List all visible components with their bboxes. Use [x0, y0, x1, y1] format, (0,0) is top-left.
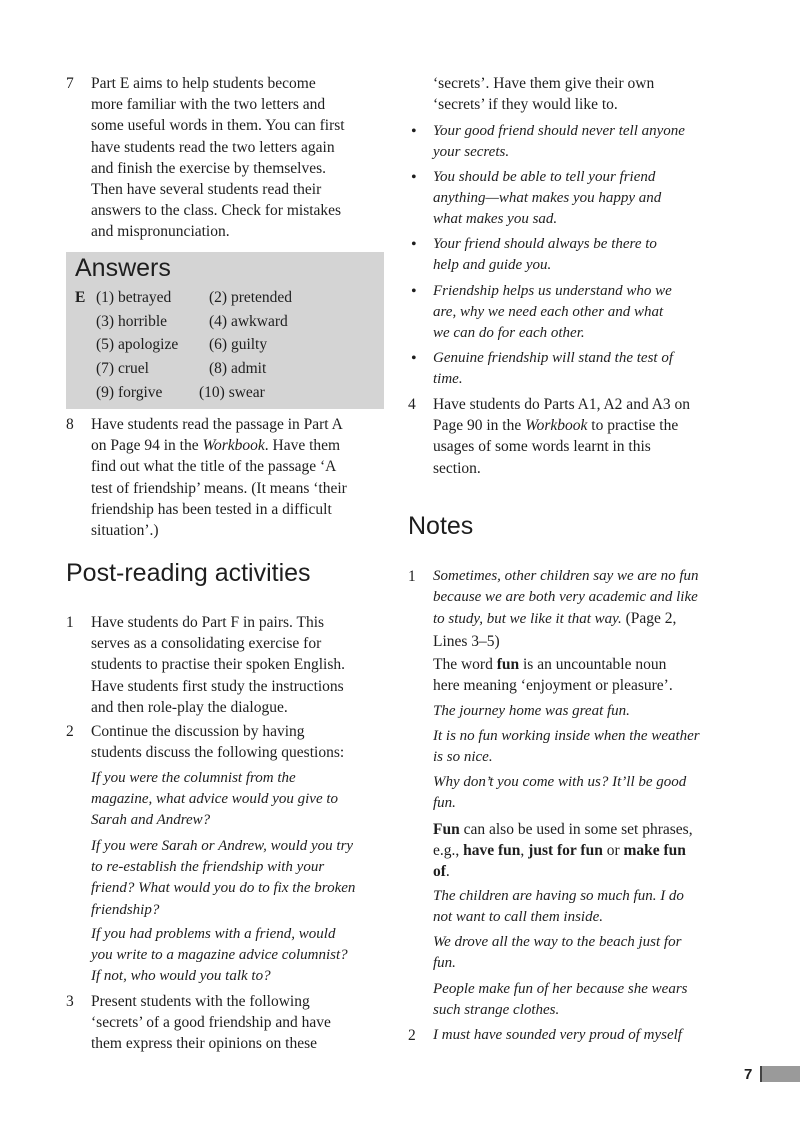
text-run: , [520, 842, 529, 860]
keyword: fun [496, 656, 520, 673]
item-text [433, 73, 654, 115]
text-line: Have students do Parts A1, A2 and A3 on [433, 396, 691, 413]
text-run: . [445, 863, 450, 881]
item-text [91, 414, 347, 541]
text-line: section. [433, 459, 481, 477]
text-line: ‘secrets’ of a good friendship and have [91, 1014, 331, 1032]
page-number: 7 [744, 1066, 753, 1083]
text-line: here meaning ‘enjoyment or pleasure’. [433, 677, 673, 695]
text-line: If you were Sarah or Andrew, would you try [91, 838, 354, 854]
text-line: students discuss the following questions: [91, 744, 345, 762]
text-line: what makes you sad. [433, 211, 558, 228]
text-line: We drove all the way to the beach just for [433, 934, 682, 950]
text-line: students to practise their spoken English. [91, 656, 345, 674]
answer-cell: (2) pretended [209, 289, 293, 306]
text-line: If you had problems with a friend, would [91, 926, 336, 942]
answer-cell: (8) admit [209, 360, 267, 377]
text-line: fun. [433, 955, 456, 972]
discussion-question [91, 924, 391, 988]
text-run: to study, but we like it that way. [433, 611, 622, 628]
text-run: . Have them [264, 437, 341, 455]
note-number: 2 [408, 1027, 416, 1044]
text-line: have students read the two letters again [91, 138, 335, 156]
text-line: and then role-play the dialogue. [91, 698, 288, 716]
text-line: magazine, what advice would you give to [91, 791, 339, 808]
text-line [433, 861, 733, 882]
item-text [91, 73, 345, 243]
example-sentence [433, 932, 733, 974]
page-reference: (Page 2, [621, 610, 677, 628]
example-sentence [433, 886, 733, 928]
keyword: of [433, 863, 446, 881]
page-reference: Lines 3–5) [433, 632, 500, 650]
text-line: we can do for each other. [433, 325, 585, 342]
text-line: find out what the title of the passage ‘A [91, 458, 337, 476]
item-text [91, 612, 345, 718]
item-number: 3 [66, 993, 74, 1010]
example-sentence [433, 772, 733, 814]
note-quote: I must have sounded very proud of myself [433, 1027, 682, 1043]
keyword: Fun [433, 821, 460, 838]
workbook-title: Workbook [202, 437, 265, 455]
text-line: some useful words in them. You can first [91, 117, 345, 135]
item-number: 8 [66, 416, 74, 433]
answer-cell: (1) betrayed [96, 289, 172, 306]
answers-part-label: E [75, 289, 86, 306]
text-line: If not, who would you talk to? [91, 968, 271, 985]
text-line: because we are both very academic and like [433, 589, 698, 606]
text-line: • Your friend should always be there to [433, 236, 657, 252]
answers-title: Answers [75, 254, 171, 282]
keyword: have fun [463, 842, 521, 860]
keyword: make fun [623, 842, 686, 860]
text-line: answers to the class. Check for mistakes [91, 202, 342, 220]
item-text [91, 991, 331, 1055]
list-item [433, 348, 733, 390]
text-line: • Your good friend should never tell anyone [433, 123, 685, 139]
text-line: help and guide you. [433, 257, 552, 274]
text-line: to re-establish the friendship with your [91, 859, 325, 876]
text-line: ‘secrets’. Have them give their own [433, 75, 655, 92]
text-line [433, 819, 733, 840]
item-text [91, 721, 344, 763]
item-number: 4 [408, 396, 416, 413]
text-line: The children are having so much fun. I do [433, 888, 684, 904]
text-run: The word [433, 656, 497, 673]
page-number-bar [762, 1066, 800, 1082]
text-run: e.g., [433, 842, 464, 860]
list-item [433, 121, 733, 163]
section-heading-post-reading: Post-reading activities [66, 559, 311, 587]
text-line [91, 435, 347, 456]
text-line [433, 608, 733, 630]
section-heading-notes: Notes [408, 512, 474, 540]
text-line: Then have several students read their [91, 181, 322, 199]
answer-cell: (6) guilty [209, 336, 268, 353]
text-line: The journey home was great fun. [433, 703, 630, 719]
text-line: Present students with the following [91, 993, 310, 1010]
text-run: or [602, 842, 624, 860]
answer-cell: (4) awkward [209, 313, 288, 330]
text-line: such strange clothes. [433, 1002, 560, 1019]
note-explanation [433, 819, 733, 883]
text-line: Have students read the passage in Part A [91, 416, 343, 433]
text-line: more familiar with the two letters and [91, 96, 326, 114]
text-line: are, why we need each other and what [433, 304, 664, 321]
text-run: can also be used in some set phrases, [459, 821, 693, 838]
text-line: them express their opinions on these [91, 1035, 317, 1053]
answer-cell: (5) apologize [96, 336, 179, 353]
text-line: If you were the columnist from the [91, 770, 296, 786]
text-line: Have students do Part F in pairs. This [91, 614, 325, 631]
workbook-title: Workbook [525, 417, 588, 435]
text-run: Page 90 in the [433, 417, 526, 435]
text-line: • Friendship helps us understand who we [433, 283, 672, 299]
note-quote [433, 566, 733, 652]
item-number: 2 [66, 723, 74, 740]
list-item [433, 234, 733, 276]
text-run: on Page 94 in the [91, 437, 203, 455]
text-line: It is no fun working inside when the weather [433, 728, 700, 744]
text-line: friendship? [91, 901, 160, 918]
text-line: anything—what makes you happy and [433, 190, 662, 207]
text-line: situation’.) [91, 522, 159, 540]
keyword: just for fun [528, 842, 603, 860]
list-item [433, 281, 733, 345]
text-line [433, 654, 733, 675]
text-line [433, 415, 690, 436]
text-line: Part E aims to help students become [91, 75, 316, 92]
item-number: 7 [66, 75, 74, 92]
text-line: friend? What would you do to fix the broken [91, 880, 356, 897]
text-line: Have students first study the instructions [91, 677, 344, 695]
note-explanation [433, 654, 733, 696]
text-line: your secrets. [433, 144, 510, 161]
text-line: • Genuine friendship will stand the test of [433, 350, 673, 366]
example-sentence [433, 701, 733, 722]
text-line: Sometimes, other children say we are no fun [433, 568, 699, 584]
discussion-question [91, 768, 391, 832]
text-line: is so nice. [433, 749, 493, 766]
answer-cell: (9) forgive [96, 384, 163, 401]
text-run: is an uncountable noun [519, 656, 667, 673]
text-line: Why don’t you come with us? It’ll be good [433, 774, 687, 790]
text-line: not want to call them inside. [433, 909, 603, 926]
text-run: to practise the [587, 417, 679, 435]
text-line: • You should be able to tell your friend [433, 169, 656, 185]
text-line: Continue the discussion by having [91, 723, 305, 740]
text-line: time. [433, 371, 463, 388]
item-text [433, 394, 690, 479]
answer-cell: (10) swear [199, 384, 265, 401]
text-line: serves as a consolidating exercise for [91, 635, 322, 653]
text-line [433, 840, 733, 861]
text-line: Sarah and Andrew? [91, 812, 211, 829]
text-line: usages of some words learnt in this [433, 438, 651, 456]
text-line: ‘secrets’ if they would like to. [433, 96, 618, 114]
text-line: People make fun of her because she wears [433, 981, 688, 997]
text-line: you write to a magazine advice columnist? [91, 947, 348, 964]
answer-cell: (3) horrible [96, 313, 168, 330]
note-number: 1 [408, 568, 416, 585]
text-line: and mispronunciation. [91, 223, 230, 241]
discussion-question [91, 836, 391, 921]
example-sentence [433, 726, 733, 768]
answer-cell: (7) cruel [96, 360, 149, 377]
text-line: and finish the exercise by themselves. [91, 159, 327, 177]
example-sentence [433, 979, 733, 1021]
item-number: 1 [66, 614, 74, 631]
text-line: fun. [433, 795, 456, 812]
text-line: test of friendship’ means. (It means ‘their [91, 479, 347, 497]
list-item [433, 167, 733, 231]
text-line: friendship has been tested in a difficult [91, 500, 332, 518]
